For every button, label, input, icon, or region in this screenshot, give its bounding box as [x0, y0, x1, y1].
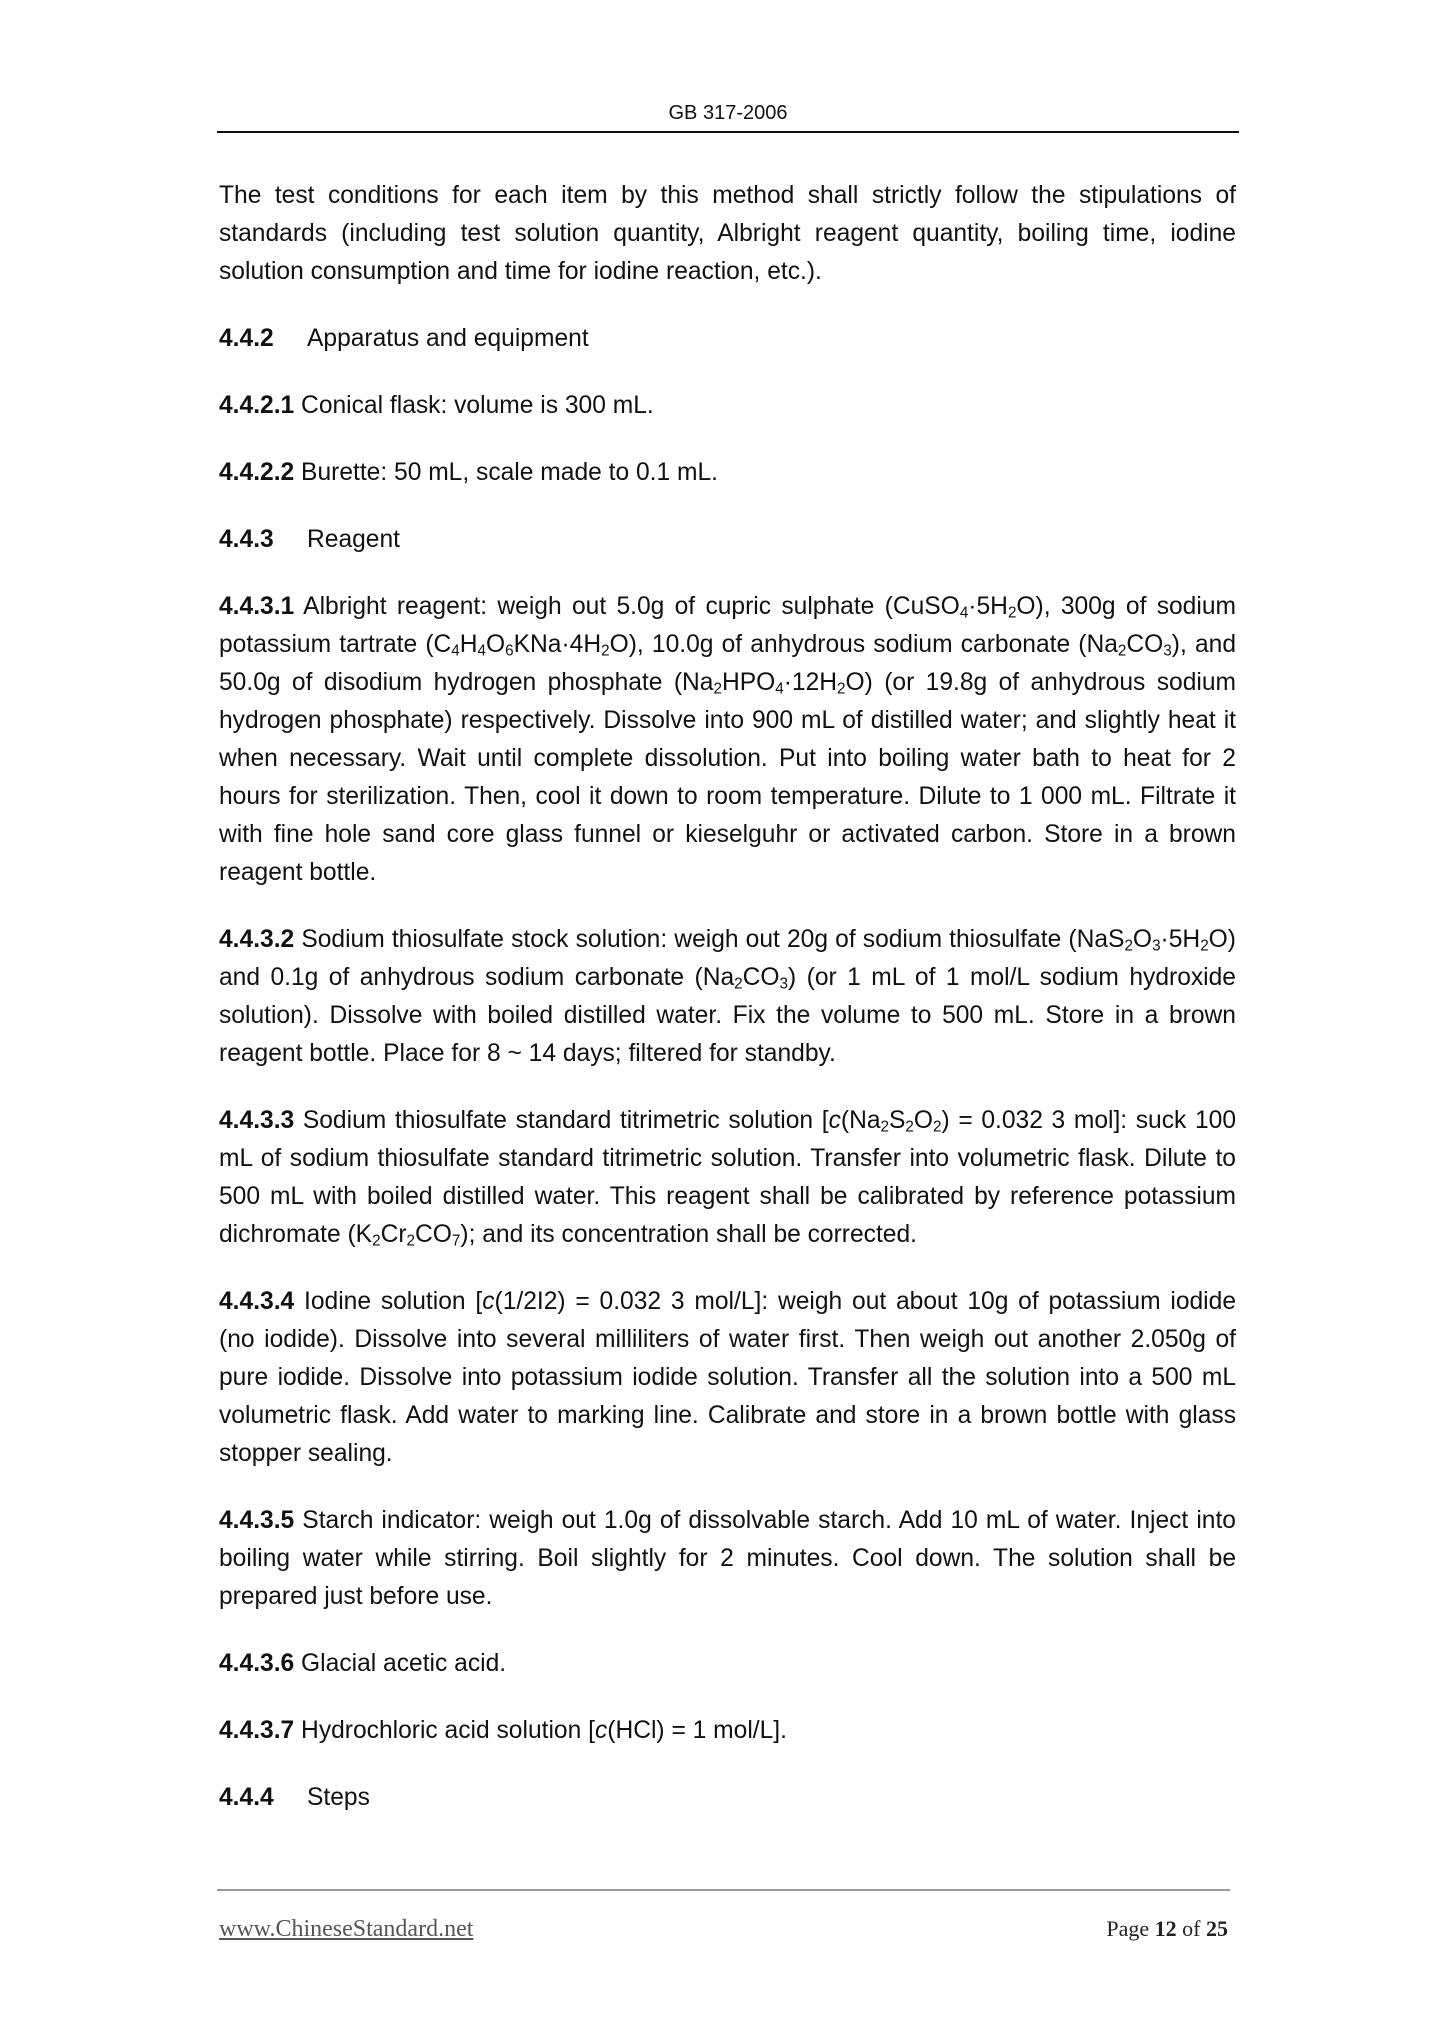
clause-number: 4.4.2.1: [219, 392, 295, 419]
subscript: 2: [880, 1118, 889, 1136]
paragraph: [219, 177, 1236, 291]
subscript: 2: [1117, 642, 1127, 660]
text-run: O: [1132, 926, 1153, 953]
subscript: 2: [734, 975, 743, 993]
text-run: The test conditions for each item by this method shall strictly follow the stipulations of standards (including test solution quantity, Albright reagent quantity, boiling time, iodine solution consumption and time for iodine reaction, etc.).: [219, 182, 1236, 285]
text-run: S: [889, 1107, 906, 1134]
subscript: 3: [1152, 937, 1161, 955]
subscript: 2: [601, 642, 610, 660]
subscript: 4: [775, 680, 784, 698]
paragraph: [219, 387, 1236, 425]
text-run: Steps: [307, 1784, 370, 1811]
page-label: Page: [1106, 1916, 1150, 1941]
header-divider: [217, 131, 1239, 133]
text-run: CO: [1126, 631, 1164, 658]
section-number: 4.4.2: [219, 325, 274, 352]
page-number: [1106, 1916, 1228, 1942]
text-run: O) and 0.1g of anhydrous sodium carbonate (Na: [219, 926, 1236, 991]
paragraph: [219, 1102, 1236, 1254]
text-run: ); and its concentration shall be corrected.: [460, 1221, 917, 1248]
clause-number: 4.4.3.1: [219, 593, 295, 620]
text-run: ·5H: [968, 593, 1008, 620]
text-run: O), 10.0g of anhydrous sodium carbonate (Na: [609, 631, 1118, 658]
section-number: 4.4.4: [219, 1784, 274, 1811]
text-run: Hydrochloric acid solution [: [294, 1717, 595, 1744]
subscript: 4: [959, 604, 969, 622]
subscript: 2: [905, 1118, 914, 1136]
text-run: ·12H: [783, 669, 838, 696]
text-run: CO: [742, 964, 780, 991]
paragraph: [219, 1283, 1236, 1473]
text-run: Iodine solution [: [294, 1288, 483, 1315]
subscript: 2: [713, 680, 722, 698]
text-run: ) = 0.032 3 mol]: suck 100 mL of sodium thiosulfate standard titrimetric solution. Transfer into volumetric flask. Dilute to 500 mL with boiled distilled water. This reagent shall be calibrated by reference potassium dichromate (K: [219, 1107, 1236, 1248]
text-run: O: [913, 1107, 934, 1134]
clause-number: 4.4.2.2: [219, 459, 295, 486]
text-run: ·5H: [1160, 926, 1201, 953]
subscript: 2: [1007, 604, 1017, 622]
text-run: ) (or 1 mL of 1 mol/L sodium hydroxide solution). Dissolve with boiled distilled water. Fix the volume to 500 mL. Store in a brown reagent bottle. Place for 8 ~ 14 days; filtered for standby.: [219, 964, 1236, 1067]
text-run: O: [486, 631, 506, 658]
subscript: 3: [1163, 642, 1172, 660]
subscript: 2: [1124, 937, 1133, 955]
subscript: 7: [451, 1232, 461, 1250]
text-run: Sodium thiosulfate stock solution: weigh out 20g of sodium thiosulfate (NaS: [294, 926, 1125, 953]
paragraph: [219, 588, 1236, 892]
section-heading: [219, 521, 1236, 559]
text-run: Reagent: [307, 526, 400, 553]
subscript: 6: [505, 642, 514, 660]
text-run: ), and 50.0g of disodium hydrogen phosphate (Na: [219, 631, 1236, 696]
section-number: 4.4.3: [219, 526, 274, 553]
section-heading: [219, 1779, 1236, 1817]
of-label: of: [1182, 1916, 1201, 1941]
clause-number: 4.4.3.6: [219, 1650, 295, 1677]
italic-symbol: c: [828, 1107, 841, 1134]
text-run: Burette: 50 mL, scale made to 0.1 mL.: [294, 459, 718, 486]
paragraph: [219, 454, 1236, 492]
section-heading: [219, 320, 1236, 358]
text-run: H: [459, 631, 478, 658]
text-run: Conical flask: volume is 300 mL.: [294, 392, 654, 419]
website-link[interactable]: www.ChineseStandard.net: [219, 1916, 474, 1942]
paragraph: [219, 1645, 1236, 1683]
italic-symbol: c: [594, 1717, 608, 1744]
document-body: [219, 177, 1236, 1846]
text-run: O) (or 19.8g of anhydrous sodium hydrogen phosphate) respectively. Dissolve into 900 mL of distilled water; and slightly heat it when necessary. Wait until complete dissolution. Put into boiling water bath to heat for 2 hours for sterilization. Then, cool it down to room temperature. Dilute to 1 000 mL. Filtrate it with fine hole sand core glass funnel or kieselguhr or activated carbon. Store in a brown reagent bottle.: [219, 669, 1236, 886]
subscript: 4: [451, 642, 460, 660]
text-run: Apparatus and equipment: [307, 325, 589, 352]
italic-symbol: c: [482, 1288, 495, 1315]
text-run: (Na: [840, 1107, 881, 1134]
text-run: Sodium thiosulfate standard titrimetric solution [: [294, 1107, 829, 1134]
text-run: (HCl) = 1 mol/L].: [607, 1717, 787, 1744]
text-run: Starch indicator: weigh out 1.0g of dissolvable starch. Add 10 mL of water. Inject into boiling water while stirring. Boil slightly for 2 minutes. Cool down. The solution shall be prepared just before use.: [219, 1507, 1236, 1610]
subscript: 3: [779, 975, 789, 993]
text-run: Glacial acetic acid.: [294, 1650, 507, 1677]
current-page: 12: [1154, 1916, 1177, 1941]
text-run: Albright reagent: weigh out 5.0g of cupric sulphate (CuSO: [294, 593, 960, 620]
clause-number: 4.4.3.2: [219, 926, 295, 953]
subscript: 2: [837, 680, 846, 698]
text-run: CO: [415, 1221, 452, 1248]
paragraph: [219, 1712, 1236, 1750]
paragraph: [219, 921, 1236, 1073]
total-pages: 25: [1206, 1916, 1228, 1941]
clause-number: 4.4.3.4: [219, 1288, 295, 1315]
subscript: 2: [406, 1232, 416, 1250]
text-run: (1/2I2) = 0.032 3 mol/L]: weigh out about 10g of potassium iodide (no iodide). Dissolve into several milliliters of water first. Then weigh out another 2.050g of pure iodide. Dissolve into potassium iodide solution. Transfer all the solution into a 500 mL volumetric flask. Add water to marking line. Calibrate and store in a brown bottle with glass stopper sealing.: [219, 1288, 1236, 1467]
text-run: O), 300g of sodium potassium tartrate (C: [219, 593, 1236, 658]
subscript: 2: [933, 1118, 942, 1136]
clause-number: 4.4.3.5: [219, 1507, 295, 1534]
footer-divider: [217, 1889, 1230, 1891]
clause-number: 4.4.3.3: [219, 1107, 295, 1134]
paragraph: [219, 1502, 1236, 1616]
subscript: 2: [1200, 937, 1209, 955]
clause-number: 4.4.3.7: [219, 1717, 295, 1744]
text-run: Cr: [380, 1221, 407, 1248]
subscript: 4: [477, 642, 487, 660]
subscript: 2: [372, 1232, 381, 1250]
text-run: KNa·4H: [513, 631, 602, 658]
document-header: GB 317-2006: [668, 102, 788, 124]
text-run: HPO: [721, 669, 776, 696]
